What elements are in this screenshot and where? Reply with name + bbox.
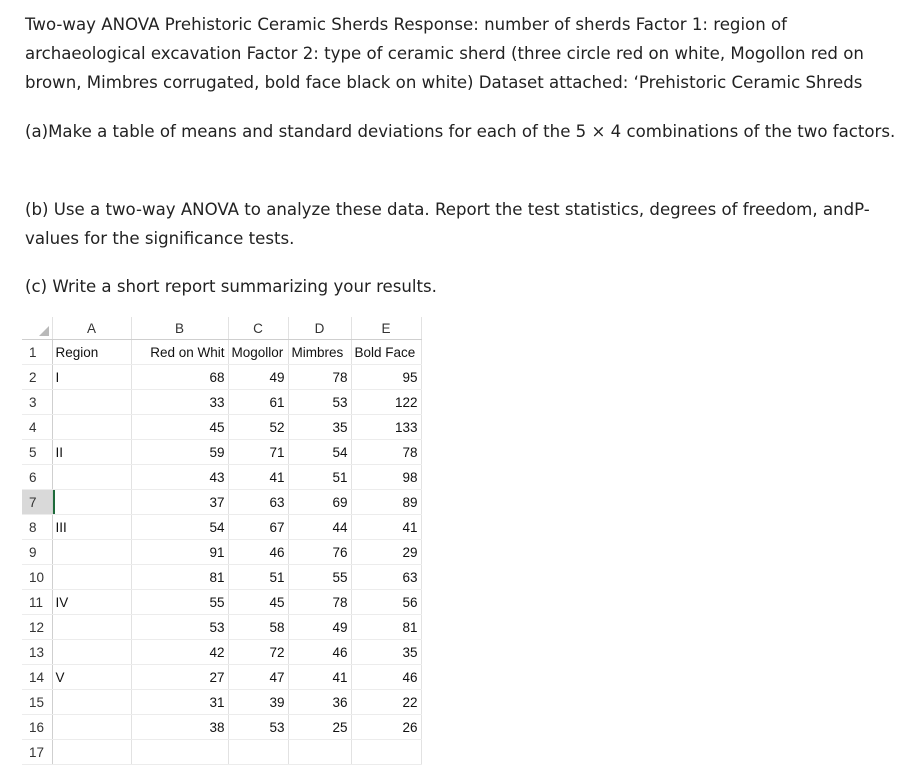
table-row (22, 615, 421, 640)
cell-value[interactable]: 81 (131, 565, 228, 590)
cell-value[interactable]: 55 (288, 565, 351, 590)
cell-region[interactable] (52, 615, 131, 640)
cell-value[interactable]: 63 (351, 565, 421, 590)
cell-value[interactable]: 133 (351, 415, 421, 440)
cell-region[interactable]: I (52, 365, 131, 390)
row-number[interactable]: 14 (22, 665, 52, 690)
table-row (22, 440, 421, 465)
header-row (22, 340, 421, 365)
cell-header-red-on-white[interactable]: Red on Whit (131, 340, 228, 365)
cell-empty[interactable] (288, 740, 351, 765)
cell-value[interactable]: 56 (351, 590, 421, 615)
table-row (22, 390, 421, 415)
cell-value[interactable]: 38 (131, 715, 228, 740)
cell-header-bold-face[interactable]: Bold Face (351, 340, 421, 365)
cell-value[interactable]: 41 (288, 665, 351, 690)
cell-value[interactable]: 55 (131, 590, 228, 615)
cell-region[interactable] (52, 690, 131, 715)
cell-value[interactable]: 44 (288, 515, 351, 540)
cell-value[interactable]: 72 (228, 640, 288, 665)
table-row (22, 365, 421, 390)
cell-value[interactable]: 29 (351, 540, 421, 565)
cell-value[interactable]: 31 (131, 690, 228, 715)
row-number[interactable]: 15 (22, 690, 52, 715)
cell-region[interactable] (52, 715, 131, 740)
column-header-d[interactable]: D (288, 317, 351, 340)
cell-value[interactable]: 54 (288, 440, 351, 465)
row-number[interactable]: 1 (22, 340, 52, 365)
cell-value[interactable]: 54 (131, 515, 228, 540)
row-number[interactable]: 3 (22, 390, 52, 415)
row-number[interactable]: 6 (22, 465, 52, 490)
cell-header-mimbres[interactable]: Mimbres (288, 340, 351, 365)
cell-value[interactable]: 59 (131, 440, 228, 465)
table-row (22, 665, 421, 690)
spreadsheet-grid (22, 317, 422, 765)
cell-header-mogollon[interactable]: Mogollor (228, 340, 288, 365)
cell-value[interactable]: 53 (228, 715, 288, 740)
cell-empty[interactable] (52, 740, 131, 765)
cell-value[interactable]: 27 (131, 665, 228, 690)
cell-region[interactable] (52, 640, 131, 665)
cell-value[interactable]: 51 (228, 565, 288, 590)
cell-value[interactable]: 63 (228, 490, 288, 515)
cell-value[interactable]: 49 (228, 365, 288, 390)
table-row (22, 740, 421, 765)
row-number[interactable]: 8 (22, 515, 52, 540)
cell-value[interactable]: 36 (288, 690, 351, 715)
row-number[interactable]: 10 (22, 565, 52, 590)
cell-value[interactable]: 78 (288, 365, 351, 390)
column-header-row (22, 317, 421, 340)
table-row (22, 540, 421, 565)
cell-value[interactable]: 45 (131, 415, 228, 440)
cell-region[interactable] (52, 465, 131, 490)
cell-value[interactable]: 37 (131, 490, 228, 515)
cell-empty[interactable] (131, 740, 228, 765)
cell-value[interactable]: 26 (351, 715, 421, 740)
table-row (22, 515, 421, 540)
cell-value[interactable]: 53 (288, 390, 351, 415)
cell-value[interactable]: 41 (228, 465, 288, 490)
cell-value[interactable]: 45 (228, 590, 288, 615)
table-row (22, 690, 421, 715)
select-all-corner[interactable] (22, 317, 52, 340)
table-row (22, 565, 421, 590)
cell-value[interactable]: 89 (351, 490, 421, 515)
row-number[interactable]: 11 (22, 590, 52, 615)
table-row (22, 640, 421, 665)
cell-value[interactable]: 91 (131, 540, 228, 565)
cell-value[interactable]: 67 (228, 515, 288, 540)
cell-region[interactable]: II (52, 440, 131, 465)
row-number[interactable]: 9 (22, 540, 52, 565)
row-number[interactable]: 5 (22, 440, 52, 465)
cell-value[interactable]: 78 (288, 590, 351, 615)
row-number[interactable]: 17 (22, 740, 52, 765)
cell-value[interactable]: 41 (351, 515, 421, 540)
row-number[interactable]: 4 (22, 415, 52, 440)
cell-value[interactable]: 35 (351, 640, 421, 665)
problem-intro: Two-way ANOVA Prehistoric Ceramic Sherds Response: number of sherds Factor 1: region of archaeological excavation Factor 2: type of ceramic sherd (three circle red on white, Mogollon red on brown, Mimbres corrugated, bold face black on white) Dataset attached: ‘Prehistoric Ceramic Shreds (25, 15, 864, 92)
cell-value[interactable]: 25 (288, 715, 351, 740)
cell-value[interactable]: 33 (131, 390, 228, 415)
cell-region[interactable]: IV (52, 590, 131, 615)
cell-empty[interactable] (228, 740, 288, 765)
cell-value[interactable]: 22 (351, 690, 421, 715)
problem-part-b: (b) Use a two-way ANOVA to analyze these data. Report the test statistics, degrees of freedom, andP-values for the significance tests. (25, 200, 870, 248)
cell-value[interactable]: 98 (351, 465, 421, 490)
cell-value[interactable]: 51 (288, 465, 351, 490)
cell-value[interactable]: 52 (228, 415, 288, 440)
cell-value[interactable]: 58 (228, 615, 288, 640)
cell-region[interactable] (52, 490, 131, 515)
cell-value[interactable]: 53 (131, 615, 228, 640)
row-number[interactable]: 12 (22, 615, 52, 640)
cell-value[interactable]: 122 (351, 390, 421, 415)
row-number[interactable]: 16 (22, 715, 52, 740)
cell-region[interactable]: V (52, 665, 131, 690)
cell-region[interactable] (52, 415, 131, 440)
row-number[interactable]: 13 (22, 640, 52, 665)
cell-value[interactable]: 46 (228, 540, 288, 565)
cell-region[interactable] (52, 565, 131, 590)
cell-value[interactable]: 35 (288, 415, 351, 440)
cell-value[interactable]: 81 (351, 615, 421, 640)
cell-value[interactable]: 61 (228, 390, 288, 415)
table-row (22, 715, 421, 740)
cell-empty[interactable] (351, 740, 421, 765)
cell-value[interactable]: 39 (228, 690, 288, 715)
cell-value[interactable]: 95 (351, 365, 421, 390)
cell-value[interactable]: 42 (131, 640, 228, 665)
cell-region[interactable] (52, 540, 131, 565)
table-row (22, 465, 421, 490)
problem-part-c: (c) Write a short report summarizing your results. (25, 277, 437, 296)
cell-value[interactable]: 76 (288, 540, 351, 565)
cell-value[interactable]: 69 (288, 490, 351, 515)
cell-region[interactable] (52, 390, 131, 415)
table-row (22, 590, 421, 615)
table-row (22, 415, 421, 440)
cell-value[interactable]: 43 (131, 465, 228, 490)
cell-value[interactable]: 71 (228, 440, 288, 465)
row-number[interactable]: 7 (22, 490, 52, 515)
column-header-b[interactable]: B (131, 317, 228, 340)
cell-value[interactable]: 46 (351, 665, 421, 690)
cell-region[interactable]: III (52, 515, 131, 540)
problem-part-a: (a)Make a table of means and standard deviations for each of the 5 × 4 combinations of the two factors. (25, 122, 896, 141)
column-header-a[interactable]: A (52, 317, 131, 340)
cell-header-region[interactable]: Region (52, 340, 131, 365)
cell-value[interactable]: 49 (288, 615, 351, 640)
cell-value[interactable]: 78 (351, 440, 421, 465)
row-number[interactable]: 2 (22, 365, 52, 390)
cell-value[interactable]: 47 (228, 665, 288, 690)
table-row (22, 490, 421, 515)
cell-value[interactable]: 68 (131, 365, 228, 390)
column-header-e[interactable]: E (351, 317, 421, 340)
spreadsheet (22, 317, 422, 765)
column-header-c[interactable]: C (228, 317, 288, 340)
cell-value[interactable]: 46 (288, 640, 351, 665)
select-all-icon (39, 326, 49, 336)
